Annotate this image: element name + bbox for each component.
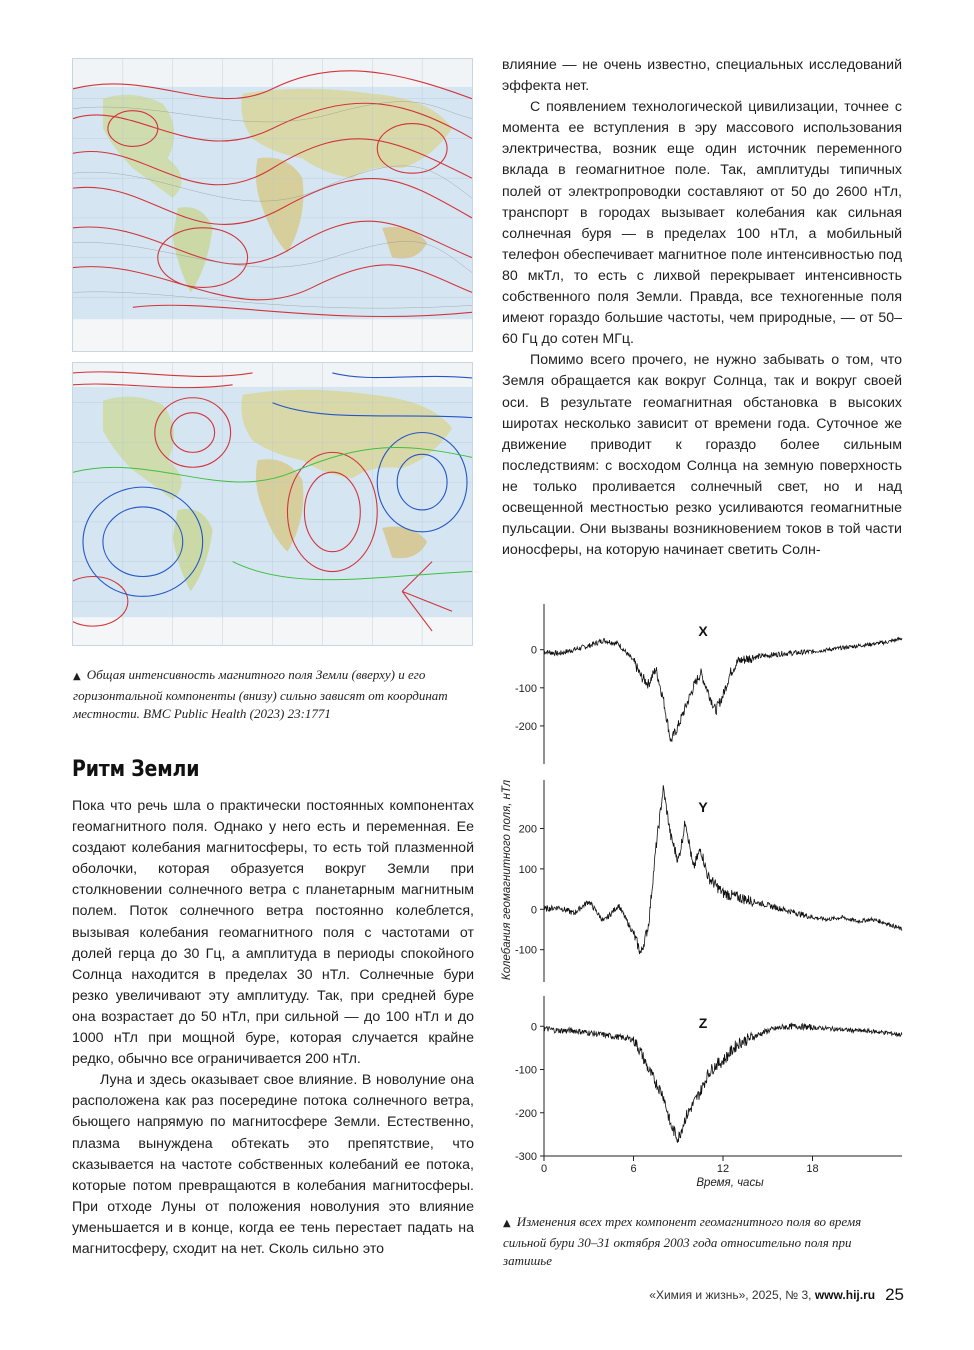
x-tick-label-18: 18 (806, 1163, 819, 1175)
left-text-column (72, 796, 474, 1260)
map-horizontal-component (72, 362, 473, 646)
panel-label-X: X (698, 623, 708, 639)
panel-label-Z: Z (698, 1015, 708, 1031)
y-tick-label-Z--100: -100 (514, 1064, 537, 1077)
y-tick-label-X--200: -200 (514, 720, 537, 733)
left-paragraph-2: Луна и здесь оказывает свое влияние. В новолуние она расположена как раз посередине потока солнечного ветра, бьющего напрямую по магнитосфере Земли. Естественно, плазма вынуждена обтекать это препятствие, что сказывается на частоте собственных колебаний ее потока, которые потом превращаются в колебания магнитосферы. При отходе Луны от положения новолуния это влияние уменьшается и в конце, когда ее тень перестает падать на магнитосферу, сходит на нет. Сколь сильно это (72, 1072, 474, 1257)
series-line-X (544, 638, 902, 742)
geomagnetic-storm-chart (496, 604, 908, 1194)
caption-triangle-icon: ▲ (73, 671, 81, 682)
x-tick-label-0: 0 (540, 1163, 548, 1175)
journal-citation: «Химия и жизнь», 2025, № 3, (649, 1288, 815, 1302)
series-line-Z (544, 1024, 902, 1143)
y-tick-label-X-0: 0 (530, 644, 537, 657)
map-total-field (72, 58, 473, 352)
right-text-column (502, 55, 902, 561)
right-paragraph-3: Помимо всего прочего, не нужно забывать о том, что Земля обращается как вокруг Солнца, так и вокруг своей оси. В результате геомагнитная обстановка в высоких широтах несколько зависит от времени года. Суточное же движение приводит к гораздо более сильным последствиям: с восходом Солнца на земную поверхность не только проливается солнечный свет, но и над освещенной местностью резко усиливаются геомагнитные пульсации. Они вызваны возникновением токов в той части ионосферы, на которую начинает светить Солн- (502, 352, 902, 559)
left-paragraph-1: Пока что речь шла о практически постоянных компонентах геомагнитного поля. Однако у него есть и переменная. Ее создают колебания магнитосферы, то есть той плазменной оболочки, которая образуется вокруг Земли при столкновении солнечного ветра с планетарным магнитным полем. Поток солнечного ветра постоянно колеблется, вызывая колебания геомагнитного поля с частотами от долей герца до 30 Гц, а амплитуда в периоды спокойного Солнца находится в пределах 30 нТл. Солнечные бури резко увеличивают эту амплитуду. Так, при средней буре она возрастает до 50 нТл, при сильной — до 100 нТл и до 1000 нТл при мощной буре, которая случается крайне редко, обычно все ограничивается 200 нТл. (72, 798, 474, 1068)
map-figure-caption (73, 666, 478, 724)
y-tick-label-Y-100: 100 (518, 863, 537, 876)
x-tick-label-12: 12 (716, 1163, 730, 1175)
y-tick-label-X--100: -100 (514, 682, 537, 695)
map-caption-text: Общая интенсивность магнитного поля Земли (вверху) и его горизонтальной компоненты (внизу) сильно зависят от координат местности. BMC Public Health (2023) 23:1771 (73, 667, 448, 721)
chart-figure-caption (503, 1213, 903, 1271)
map-total-field-graphic (73, 59, 472, 351)
x-tick-label-6: 6 (630, 1163, 637, 1175)
journal-url[interactable]: www.hij.ru (814, 1288, 876, 1302)
y-axis-label: Колебания геомагнитного поля, нТл (501, 779, 513, 981)
x-axis-label: Время, часы (696, 1177, 764, 1189)
caption-triangle-icon: ▲ (503, 1218, 511, 1229)
page-number: 25 (885, 1285, 904, 1304)
page-footer (560, 1285, 904, 1305)
y-tick-label-Y-200: 200 (518, 823, 537, 836)
y-tick-label-Z--200: -200 (514, 1107, 537, 1120)
section-heading: Ритм Земли (72, 757, 200, 782)
right-paragraph-1: влияние — не очень известно, специальных исследований эффекта нет. (502, 57, 902, 95)
y-tick-label-Y-0: 0 (530, 904, 537, 917)
y-tick-label-Z-0: 0 (530, 1021, 537, 1034)
y-tick-label-Z--300: -300 (514, 1151, 537, 1163)
map-horizontal-component-graphic (73, 363, 472, 645)
chart-caption-text: Изменения всех трех компонент геомагнитного поля во время сильной бури 30–31 октября 2003 года относительно поля при затишье (503, 1214, 862, 1268)
right-paragraph-2: С появлением технологической цивилизации, точнее с момента ее вступления в эру массового использования электричества, возник еще один источник переменного вклада в геомагнитное поле. Так, амплитуды типичных полей от электропроводки составляют от 50 до 2600 нТл, транспорт в городах вызывает колебания как сильная солнечная буря — в пределах 100 нТл, а мобильный телефон обеспечивает магнитное поле интенсивностью под 80 мкТл, то есть с лихвой перекрывает интенсивность собственного поля Земли. Правда, все техногенные поля имеют гораздо большие частоты, чем природные, — от 50–60 Гц до сотен МГц. (502, 99, 902, 348)
y-tick-label-Y--100: -100 (514, 944, 537, 957)
series-line-Y (544, 785, 902, 954)
panel-label-Y: Y (698, 799, 708, 815)
